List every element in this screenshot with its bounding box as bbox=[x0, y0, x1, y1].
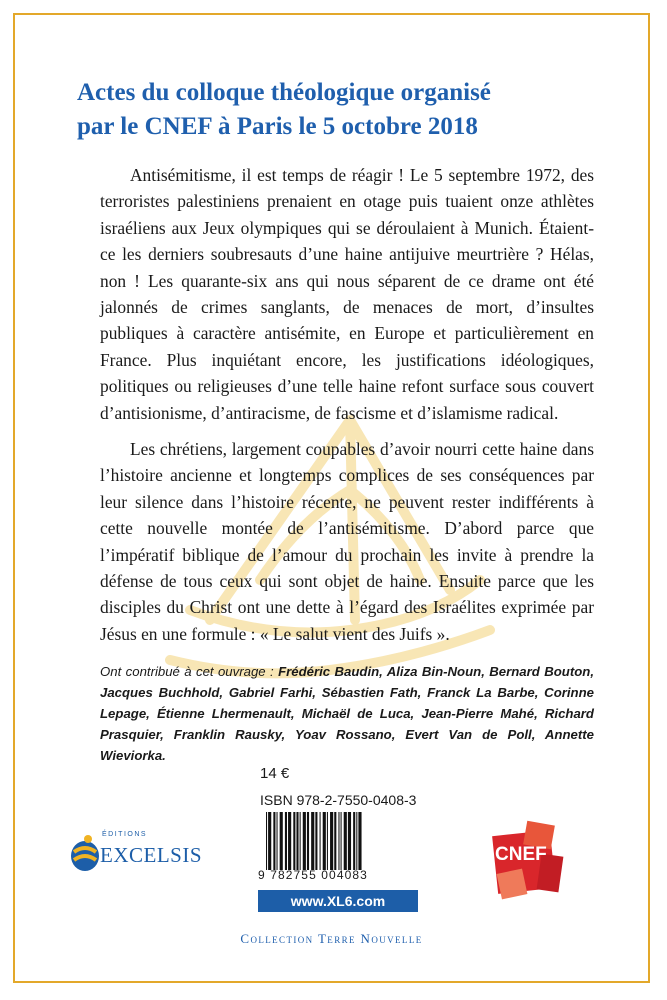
price-label: 14 € bbox=[260, 765, 290, 782]
barcode-bar bbox=[300, 812, 301, 870]
barcode-bar bbox=[285, 812, 287, 870]
contributors-list bbox=[100, 661, 594, 766]
barcode-bar bbox=[338, 812, 339, 870]
barcode-bar bbox=[334, 812, 336, 870]
barcode-bar bbox=[268, 812, 271, 870]
barcode bbox=[258, 812, 418, 870]
collection-name: Collection Terre Nouvelle bbox=[240, 931, 423, 946]
barcode-bar bbox=[303, 812, 306, 870]
cnef-logo-text: CNEF bbox=[495, 844, 547, 865]
barcode-bar bbox=[341, 812, 342, 870]
barcode-bar bbox=[266, 812, 267, 870]
barcode-bar bbox=[348, 812, 351, 870]
barcode-bar bbox=[344, 812, 347, 870]
title-line-2: par le CNEF à Paris le 5 octobre 2018 bbox=[77, 113, 478, 140]
excelsis-name: EXCELSIS bbox=[100, 843, 203, 867]
barcode-bar bbox=[315, 812, 317, 870]
summary-paragraph-1: Antisémitisme, il est temps de réagir ! Le 5 septembre 1972, des terroristes palestiniens prenaient en otage puis tuaient onze athlètes israéliens aux Jeux olympiques qui se déroulaient à Munich. Étaient-ce les derniers soubresauts d’une haine antijuive meurtrière ? Hélas, non ! Les quarante-six ans qui nous séparent de ce drame ont été jalonnés de crimes sanglants, de menaces de mort, d’insultes publiques à caractère antisémite, en Europe et particulièrement en France. Plus inquiétant encore, les justifications idéologiques, politiques ou religieuses d’une telle haine refont surface sous couvert d’antisionisme, d’antiracisme, de fascisme et d’islamisme radical. bbox=[100, 165, 594, 423]
barcode-bar bbox=[273, 812, 275, 870]
barcode-bar bbox=[327, 812, 328, 870]
excelsis-emblem-icon bbox=[70, 834, 100, 874]
barcode-bar bbox=[330, 812, 333, 870]
barcode-bar bbox=[353, 812, 355, 870]
barcode-bar bbox=[323, 812, 326, 870]
excelsis-logo bbox=[70, 826, 240, 886]
barcode-bar bbox=[293, 812, 295, 870]
barcode-bar bbox=[320, 812, 321, 870]
barcode-bar bbox=[277, 812, 278, 870]
barcode-bar bbox=[288, 812, 291, 870]
barcode-bar bbox=[280, 812, 283, 870]
isbn-label: ISBN 978-2-7550-0408-3 bbox=[260, 792, 417, 808]
summary-paragraph-2: Les chrétiens, largement coupables d’avoir nourri cette haine dans l’histoire ancienne et longtemps complices de ses conséquences par leur silence dans l’histoire récente, ne peuvent rester indifférents à cette nouvelle montée de l’antisémitisme. D’abord parce que l’impératif biblique de l’amour du prochain les invite à prendre la défense de tous ceux qui sont objet de haine. Ensuite parce que les disciples du Christ ont une dette à l’égard des Israélites exprimée par Jésus en une formule : « Le salut vient des Juifs ». bbox=[100, 439, 594, 644]
cnef-logo bbox=[485, 815, 575, 905]
barcode-bar bbox=[311, 812, 314, 870]
barcode-bar bbox=[307, 812, 309, 870]
barcode-bar bbox=[358, 812, 361, 870]
excelsis-small-text: ÉDITIONS bbox=[102, 831, 148, 838]
title-line-1: Actes du colloque théologique organisé bbox=[77, 79, 491, 106]
barcode-bar bbox=[356, 812, 357, 870]
page-title bbox=[77, 76, 597, 144]
contributors-names: Frédéric Baudin, Aliza Bin-Noun, Bernard Bouton, Jacques Buchhold, Gabriel Farhi, Sébastien Fath, Franck La Barbe, Corinne Lepage, Étienne Lhermenault, Michaël de Luca, Jean-Pierre Mahé, Richard Prasquier, Franklin Rausky, Yoav Rossano, Evert Van de Poll, Annette Wieviorka. bbox=[100, 664, 595, 763]
website-link[interactable]: www.XL6.com bbox=[258, 890, 418, 912]
barcode-digits: 9 782755 004083 bbox=[258, 868, 368, 882]
contributors-lead: Ont contribué à cet ouvrage : bbox=[100, 664, 274, 679]
barcode-bar bbox=[296, 812, 298, 870]
